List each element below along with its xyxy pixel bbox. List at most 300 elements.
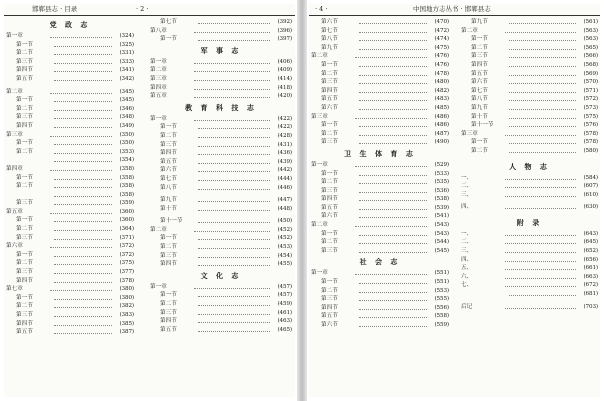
toc-entry (461, 238, 598, 247)
dot-leader (198, 40, 270, 41)
toc-entry-page: (656) (583, 256, 598, 263)
dot-leader (198, 180, 270, 181)
section-heading-label: 附 录 (516, 217, 543, 227)
toc-entry-label: 二、 (461, 183, 473, 190)
dot-leader (355, 118, 427, 119)
dot-leader (359, 192, 427, 193)
dot-leader (509, 295, 576, 296)
toc-entry (6, 75, 134, 84)
toc-entry (461, 52, 598, 61)
dot-leader (198, 128, 270, 129)
toc-entry (311, 52, 449, 61)
toc-entry (461, 78, 598, 87)
dot-leader (359, 252, 427, 253)
toc-entry (461, 191, 598, 200)
toc-entry-page: (377) (119, 269, 134, 276)
toc-entry-label: 第一章 (150, 283, 167, 290)
toc-entry-page: (551) (434, 270, 449, 277)
toc-entry (150, 132, 292, 141)
toc-entry (150, 115, 292, 124)
dot-leader (54, 273, 112, 274)
toc-entry-label: 第一节 (321, 170, 338, 177)
dot-leader (50, 247, 112, 248)
toc-entry (461, 290, 598, 299)
right-column-1 (311, 18, 449, 330)
toc-entry-label: 第三节 (16, 269, 33, 276)
toc-entry-label: 第二章 (150, 67, 167, 74)
dot-leader (359, 32, 427, 33)
toc-entry-label: 第三节 (321, 79, 338, 86)
dot-leader (54, 264, 112, 265)
dot-leader (50, 37, 112, 38)
toc-entry (150, 84, 292, 93)
toc-entry-page: (447) (277, 197, 292, 204)
toc-entry-page: (476) (434, 61, 449, 68)
toc-entry-page: (380) (119, 286, 134, 293)
dot-leader (505, 261, 576, 262)
dot-leader (359, 143, 427, 144)
toc-entry-page: (535) (434, 179, 449, 186)
toc-entry-page: (551) (434, 279, 449, 286)
section-heading (150, 44, 292, 58)
toc-entry (461, 273, 598, 282)
dot-leader (359, 40, 427, 41)
dot-leader (505, 235, 576, 236)
dot-leader (54, 333, 112, 334)
toc-entry-label: 第十节 (471, 113, 488, 120)
dot-leader (198, 154, 270, 155)
toc-entry (311, 321, 449, 330)
section-heading-label: 党 政 志 (49, 20, 91, 29)
toc-entry-label: 第三章 (311, 113, 328, 120)
toc-entry-label: 一、 (461, 230, 473, 237)
right-page (309, 4, 600, 397)
toc-entry-page: (353) (119, 148, 134, 155)
toc-entry (6, 105, 134, 114)
dot-leader (509, 83, 576, 84)
toc-entry (461, 87, 598, 96)
toc-entry (150, 35, 292, 44)
toc-entry-page: (372) (119, 243, 134, 250)
dot-leader (359, 200, 427, 201)
toc-entry-page: (545) (434, 247, 449, 254)
dot-leader (54, 307, 112, 308)
dot-leader (54, 118, 112, 119)
toc-entry-label: 四、 (461, 256, 473, 263)
right-running-title: 中国地方志丛书 · 邯郸县志 (413, 5, 491, 13)
dot-leader (194, 97, 270, 98)
toc-entry (461, 281, 598, 290)
dot-leader (509, 57, 576, 58)
toc-entry-label: 第九节 (471, 19, 488, 25)
dot-leader (355, 226, 427, 227)
toc-entry (6, 174, 134, 183)
dot-leader (198, 210, 270, 211)
toc-entry (311, 295, 449, 304)
toc-entry-page: (561) (583, 19, 598, 25)
section-heading-label: 人 物 志 (509, 161, 550, 171)
toc-entry-page: (452) (277, 226, 292, 233)
toc-entry-page: (584) (583, 174, 598, 181)
dot-leader (54, 256, 112, 257)
dot-leader (54, 63, 112, 64)
toc-entry-page: (652) (583, 248, 598, 255)
dot-leader (198, 314, 270, 315)
toc-entry-page: (457) (277, 283, 292, 290)
toc-entry (6, 234, 134, 243)
toc-entry-label: 第一节 (16, 294, 33, 301)
toc-entry-page: (324) (119, 33, 134, 39)
toc-entry (6, 225, 134, 234)
toc-entry-page: (643) (583, 230, 598, 237)
toc-entry-page: (360) (119, 217, 134, 224)
dot-leader (198, 239, 270, 240)
dot-leader (54, 204, 112, 205)
toc-entry-page: (568) (583, 61, 598, 68)
toc-entry (6, 122, 134, 131)
dot-leader (505, 135, 576, 136)
dot-leader (505, 269, 576, 270)
dot-leader (505, 252, 576, 253)
toc-entry (461, 174, 598, 183)
dot-leader (359, 126, 427, 127)
toc-entry (461, 95, 598, 104)
toc-entry-label: 第三章 (461, 130, 478, 137)
dot-leader (54, 325, 112, 326)
toc-entry-label: 第一节 (16, 41, 33, 48)
toc-entry-page: (420) (277, 93, 292, 100)
toc-entry (6, 165, 134, 174)
dot-leader (359, 309, 427, 310)
toc-entry (311, 269, 449, 278)
toc-entry-page: (486) (434, 122, 449, 129)
toc-entry (150, 226, 292, 235)
toc-entry-page: (578) (583, 139, 598, 146)
toc-entry-label: 第八节 (160, 184, 177, 191)
toc-entry-label: 第九节 (321, 44, 338, 51)
toc-entry (311, 187, 449, 196)
dot-leader (54, 80, 112, 81)
toc-entry (311, 247, 449, 256)
dot-leader (198, 331, 270, 332)
toc-entry (6, 268, 134, 277)
toc-entry-page: (350) (119, 140, 134, 147)
toc-entry-label: 第三节 (321, 139, 338, 146)
toc-entry-label: 后记 (461, 303, 473, 310)
toc-entry (6, 113, 134, 122)
toc-entry (311, 78, 449, 87)
toc-entry-label: 第一节 (16, 174, 33, 181)
dot-leader (198, 163, 270, 164)
toc-entry-label: 一、 (461, 174, 473, 181)
toc-entry-page: (553) (434, 287, 449, 294)
toc-entry-page: (422) (277, 115, 292, 122)
toc-entry-label: 第三节 (160, 141, 177, 148)
toc-entry-label: 第一节 (471, 36, 488, 43)
toc-entry-page: (358) (119, 191, 134, 198)
toc-entry (6, 199, 134, 208)
dot-leader (198, 171, 270, 172)
toc-entry (150, 234, 292, 243)
toc-entry-label: 第一节 (160, 124, 177, 131)
toc-entry-page: (325) (119, 41, 134, 48)
toc-entry (311, 87, 449, 96)
toc-entry-page: (578) (583, 130, 598, 137)
section-heading-label: 教 育 科 技 志 (185, 102, 257, 112)
toc-entry (150, 75, 292, 84)
toc-entry (461, 18, 598, 27)
dot-leader (509, 75, 576, 76)
toc-entry-page: (565) (583, 44, 598, 51)
toc-entry-label: 第三节 (321, 187, 338, 194)
toc-entry-label: 第一节 (321, 230, 338, 237)
toc-entry-page: (371) (119, 234, 134, 241)
toc-entry-page: (350) (119, 131, 134, 138)
dot-leader (359, 317, 427, 318)
toc-entry-page: (563) (583, 27, 598, 34)
dot-leader (505, 32, 576, 33)
toc-entry-label: 第二节 (16, 183, 33, 190)
dot-leader (54, 54, 112, 55)
toc-entry-label: 第七节 (160, 175, 177, 182)
toc-entry (461, 230, 598, 239)
toc-entry-page: (354) (119, 157, 134, 164)
toc-entry-page: (544) (434, 239, 449, 246)
toc-entry-label: 第三节 (321, 247, 338, 254)
toc-entry (311, 70, 449, 79)
dot-leader (359, 75, 427, 76)
toc-entry-page: (475) (434, 44, 449, 51)
toc-entry-page: (396) (277, 27, 292, 34)
toc-entry-page: (487) (434, 130, 449, 137)
dot-leader (359, 217, 427, 218)
toc-entry-page: (559) (434, 322, 449, 328)
toc-entry-page: (364) (119, 226, 134, 233)
toc-entry (311, 138, 449, 147)
toc-entry (6, 41, 134, 50)
toc-entry-page: (442) (277, 167, 292, 174)
toc-entry (6, 277, 134, 286)
toc-entry (6, 148, 134, 157)
toc-entry (6, 242, 134, 251)
toc-entry (311, 238, 449, 247)
toc-entry-label: 第二节 (471, 147, 488, 154)
toc-entry-page: (536) (434, 187, 449, 194)
toc-entry-label: 第二节 (160, 132, 177, 139)
dot-leader (359, 135, 427, 136)
dot-leader (509, 23, 576, 24)
toc-entry (311, 35, 449, 44)
dot-leader (505, 187, 576, 188)
toc-entry-page: (342) (119, 75, 134, 82)
toc-entry-label: 第七节 (471, 87, 488, 94)
dot-leader (509, 109, 576, 110)
toc-entry-label: 第二章 (311, 53, 328, 60)
toc-entry (6, 182, 134, 191)
toc-entry (150, 92, 292, 101)
toc-entry (6, 156, 134, 165)
toc-entry-page: (478) (434, 70, 449, 77)
left-page (4, 4, 295, 397)
toc-entry (461, 70, 598, 79)
toc-entry-label: 第四节 (471, 61, 488, 68)
toc-entry-label: 第二节 (16, 148, 33, 155)
toc-entry-label: 第五节 (321, 96, 338, 103)
dot-leader (54, 110, 112, 111)
toc-entry-page: (459) (277, 301, 292, 308)
toc-entry-label: 第二节 (471, 44, 488, 51)
toc-entry (6, 96, 134, 105)
toc-entry-page: (539) (434, 204, 449, 211)
toc-entry (6, 191, 134, 200)
toc-entry-page: (576) (583, 122, 598, 129)
dot-leader (194, 288, 270, 289)
toc-entry-page: (358) (119, 174, 134, 181)
toc-entry-page: (703) (583, 303, 598, 310)
dot-leader (198, 257, 270, 258)
dot-leader (355, 166, 427, 167)
toc-entry-label: 第三章 (6, 131, 23, 138)
toc-entry (150, 166, 292, 175)
toc-entry-label: 第一节 (160, 292, 177, 299)
toc-entry-label: 第六节 (471, 79, 488, 86)
toc-entry-label: 第十一节 (160, 218, 183, 225)
dot-leader (54, 230, 112, 231)
toc-entry-label: 第二节 (160, 301, 177, 308)
toc-entry (311, 170, 449, 179)
toc-entry (311, 312, 449, 321)
toc-entry-label: 第二节 (16, 105, 33, 112)
toc-entry-label: 四、 (461, 204, 473, 211)
toc-entry-page: (472) (434, 27, 449, 34)
toc-entry-label: 第六节 (160, 167, 177, 174)
toc-entry (311, 195, 449, 204)
dot-leader (198, 296, 270, 297)
toc-entry-label: 第四节 (321, 87, 338, 94)
dot-leader (194, 80, 270, 81)
toc-entry-label: 第四节 (16, 67, 33, 74)
dot-leader (509, 152, 576, 153)
toc-entry-page: (566) (583, 53, 598, 60)
toc-entry-label: 第十节 (160, 205, 177, 212)
toc-entry-page: (341) (119, 67, 134, 74)
dot-leader (54, 299, 112, 300)
toc-entry-label: 第二节 (321, 287, 338, 294)
toc-entry (461, 35, 598, 44)
dot-leader (54, 316, 112, 317)
dot-leader (54, 46, 112, 47)
toc-entry-page: (436) (277, 150, 292, 157)
toc-entry-label: 第五章 (150, 93, 167, 100)
toc-entry-label: 第五节 (160, 158, 177, 165)
toc-entry-page: (387) (119, 329, 134, 336)
toc-entry (150, 252, 292, 261)
section-heading (150, 101, 292, 115)
toc-entry-page: (349) (119, 122, 134, 129)
toc-entry-label: 第一节 (160, 36, 177, 43)
toc-entry-label: 第二节 (321, 179, 338, 186)
toc-entry-page: (485) (434, 104, 449, 111)
dot-leader (505, 286, 576, 287)
toc-entry-label: 第三节 (160, 309, 177, 316)
toc-entry (311, 230, 449, 239)
toc-entry-page: (663) (583, 273, 598, 280)
toc-entry-label: 第二节 (16, 50, 33, 57)
toc-entry-label: 第三节 (16, 234, 33, 241)
toc-entry (6, 49, 134, 58)
dot-leader (359, 49, 427, 50)
dot-leader (198, 248, 270, 249)
toc-entry (150, 217, 292, 226)
dot-leader (359, 243, 427, 244)
toc-entry-label: 第一节 (16, 97, 33, 104)
toc-entry-page: (345) (119, 97, 134, 104)
toc-entry-label: 第六节 (321, 19, 338, 25)
toc-entry-page: (422) (277, 124, 292, 131)
toc-entry-label: 第四节 (16, 320, 33, 327)
left-column-1 (6, 18, 134, 337)
toc-entry (6, 131, 134, 140)
toc-entry-label: 第四节 (160, 318, 177, 325)
toc-entry-page: (375) (119, 260, 134, 267)
toc-entry (461, 256, 598, 265)
dot-leader (505, 278, 576, 279)
dot-leader (194, 89, 270, 90)
toc-entry-page: (529) (434, 161, 449, 168)
toc-entry-page: (345) (119, 88, 134, 95)
toc-entry-label: 第九节 (471, 104, 488, 111)
toc-entry-label: 第四节 (160, 150, 177, 157)
toc-entry (461, 182, 598, 191)
toc-entry-page: (385) (119, 320, 134, 327)
dot-leader (194, 32, 270, 33)
toc-entry (150, 300, 292, 309)
dot-leader (198, 305, 270, 306)
toc-entry-label: 第六节 (321, 104, 338, 111)
toc-entry (311, 104, 449, 113)
toc-entry (311, 44, 449, 53)
dot-leader (194, 231, 270, 232)
dot-leader (198, 222, 270, 223)
toc-entry (311, 304, 449, 313)
toc-entry (150, 184, 292, 193)
dot-leader (54, 161, 112, 162)
dot-leader (359, 183, 427, 184)
dot-leader (509, 66, 576, 67)
toc-entry (150, 205, 292, 214)
left-column-2 (150, 18, 292, 334)
toc-entry-page: (672) (583, 282, 598, 289)
toc-entry-page: (645) (583, 239, 598, 246)
dot-leader (198, 201, 270, 202)
toc-entry (311, 121, 449, 130)
toc-entry (311, 61, 449, 70)
toc-entry (311, 18, 449, 27)
section-heading (461, 160, 598, 174)
toc-entry-page: (397) (277, 36, 292, 43)
dot-leader (359, 300, 427, 301)
toc-entry-label: 第八节 (471, 96, 488, 103)
dot-leader (54, 153, 112, 154)
dot-leader (54, 239, 112, 240)
toc-entry (150, 260, 292, 269)
toc-entry (461, 138, 598, 147)
dot-leader (50, 213, 112, 214)
toc-entry-label: 三、 (461, 191, 473, 198)
toc-entry (150, 58, 292, 67)
toc-entry-page: (630) (583, 204, 598, 211)
toc-entry (461, 264, 598, 273)
